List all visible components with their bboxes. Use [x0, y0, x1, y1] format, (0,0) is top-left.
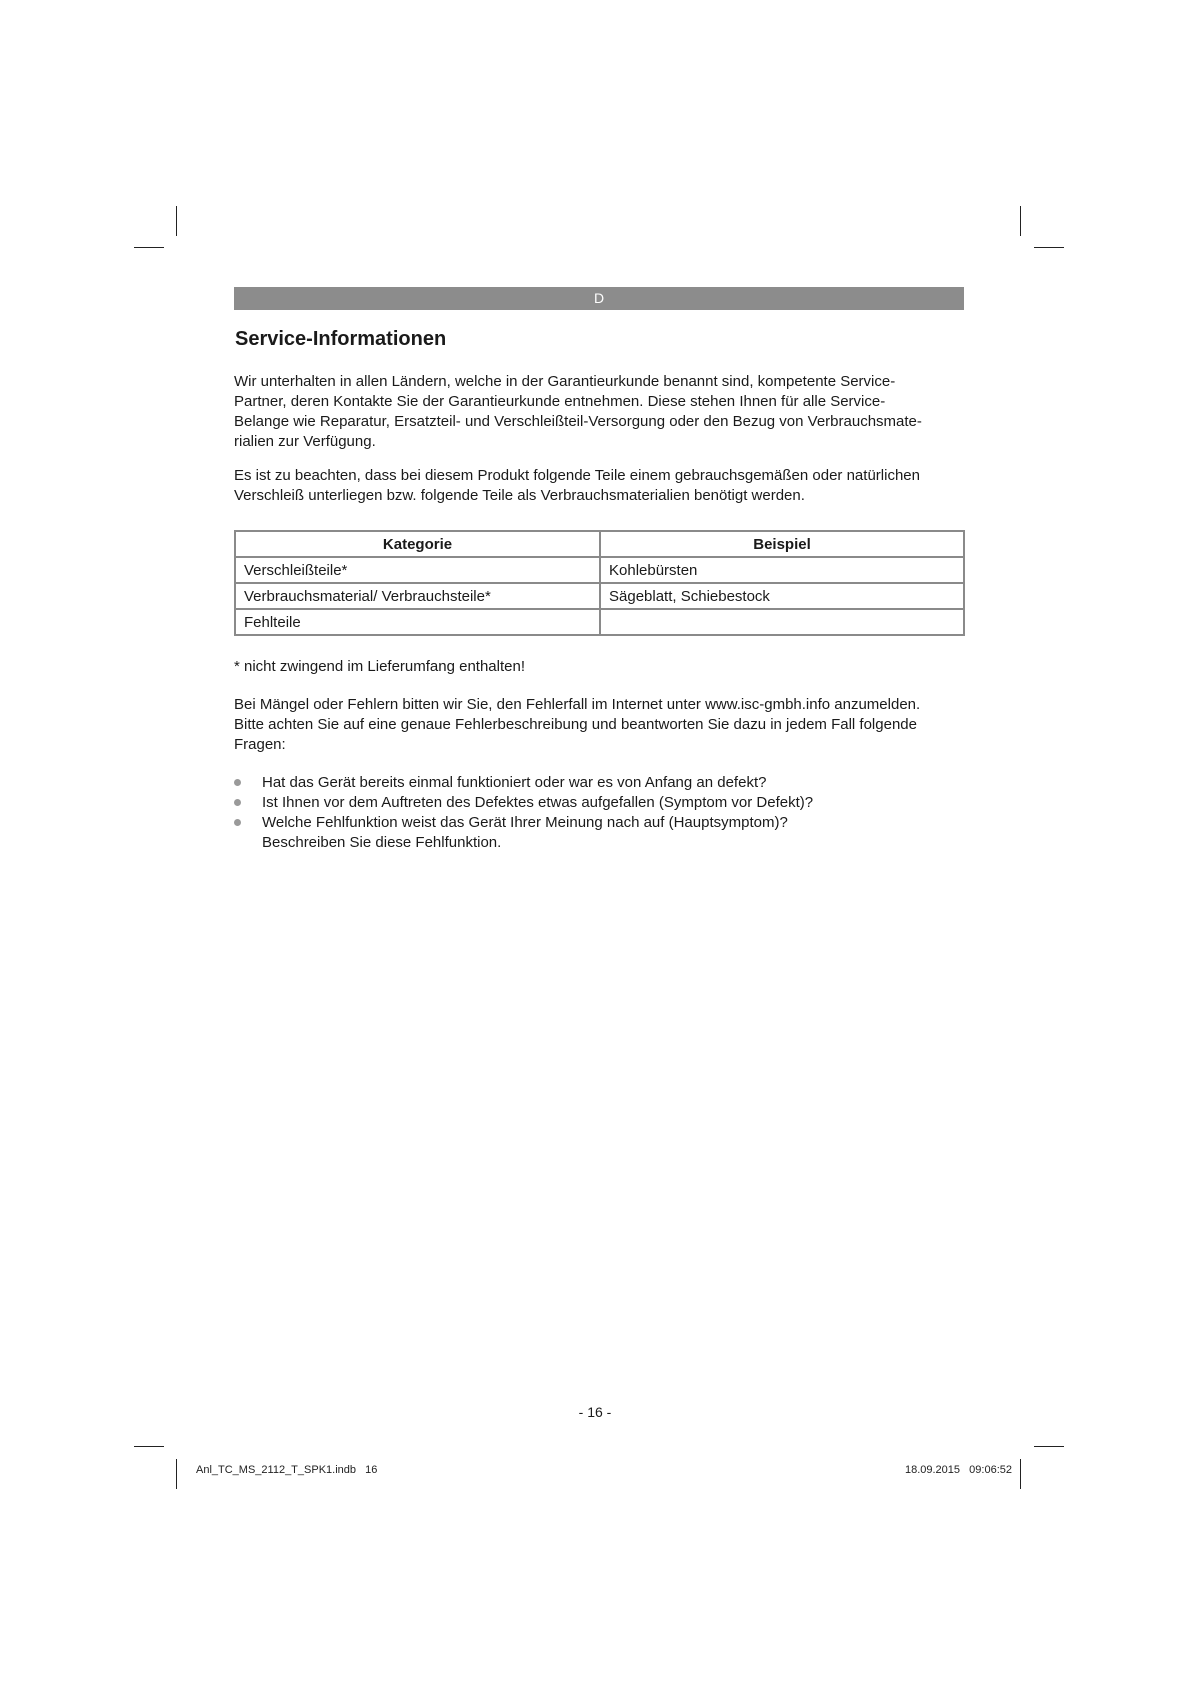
print-timestamp: 18.09.2015 09:06:52 — [904, 1464, 1012, 1476]
language-code: D — [593, 290, 605, 306]
crop-mark-bottom-left-v — [176, 1459, 177, 1489]
crop-mark-bottom-right-v — [1020, 1459, 1021, 1489]
intro-line-4: rialien zur Verfügung. — [234, 433, 376, 450]
intro-line-1: Wir unterhalten in allen Ländern, welche in der Garantieurkunde benannt sind, kompetente Service- — [234, 373, 896, 390]
crop-mark-bottom-right-h — [1034, 1446, 1064, 1447]
file-slug: Anl_TC_MS_2112_T_SPK1.indb 16 — [196, 1464, 378, 1476]
intro-paragraph — [234, 372, 964, 452]
bullet-icon — [234, 779, 241, 786]
table-header-example: Beispiel — [600, 531, 964, 557]
parts-category-table — [234, 530, 965, 636]
table-row — [235, 609, 964, 635]
list-item — [234, 793, 964, 813]
question-text: Welche Fehlfunktion weist das Gerät Ihrer Meinung nach auf (Hauptsymptom)? — [262, 814, 788, 831]
table-cell-example — [600, 609, 964, 635]
table-row — [235, 557, 964, 583]
crop-mark-top-right-h — [1034, 247, 1064, 248]
report-line-2: Bitte achten Sie auf eine genaue Fehlerbeschreibung und beantworten Sie dazu in jedem Fall folgende — [234, 716, 917, 733]
wear-line-1: Es ist zu beachten, dass bei diesem Produkt folgende Teile einem gebrauchsgemäßen oder natürlichen — [234, 467, 920, 484]
intro-line-2: Partner, deren Kontakte Sie der Garantieurkunde entnehmen. Diese stehen Ihnen für alle Service- — [234, 393, 886, 410]
section-title: Service-Informationen — [235, 328, 447, 350]
bullet-icon — [234, 799, 241, 806]
question-text-continued: Beschreiben Sie diese Fehlfunktion. — [262, 834, 502, 851]
question-list — [234, 773, 964, 853]
table-cell-example: Kohlebürsten — [600, 557, 964, 583]
wear-parts-paragraph — [234, 466, 964, 506]
wear-line-2: Verschleiß unterliegen bzw. folgende Teile als Verbrauchsmaterialien benötigt werden. — [234, 487, 805, 504]
table-cell-example: Sägeblatt, Schiebestock — [600, 583, 964, 609]
crop-mark-top-left-h — [134, 247, 164, 248]
report-line-3: Fragen: — [234, 736, 286, 753]
table-row — [235, 583, 964, 609]
table-header-category: Kategorie — [235, 531, 600, 557]
bullet-icon — [234, 819, 241, 826]
table-header-row — [235, 531, 964, 557]
report-line-1: Bei Mängel oder Fehlern bitten wir Sie, den Fehlerfall im Internet unter www.isc-gmbh.info anzumelden. — [234, 696, 921, 713]
footnote: * nicht zwingend im Lieferumfang enthalten! — [234, 658, 526, 675]
table-cell-category: Verschleißteile* — [235, 557, 600, 583]
list-item — [234, 813, 964, 853]
question-text: Hat das Gerät bereits einmal funktioniert oder war es von Anfang an defekt? — [262, 774, 767, 791]
list-item — [234, 773, 964, 793]
question-text: Ist Ihnen vor dem Auftreten des Defektes etwas aufgefallen (Symptom vor Defekt)? — [262, 794, 814, 811]
report-defect-paragraph — [234, 695, 964, 755]
table-cell-category: Fehlteile — [235, 609, 600, 635]
page-number: - 16 - — [578, 1404, 612, 1420]
crop-mark-top-left-v — [176, 206, 177, 236]
language-bar — [234, 287, 964, 310]
crop-mark-bottom-left-h — [134, 1446, 164, 1447]
intro-line-3: Belange wie Reparatur, Ersatzteil- und Verschleißteil-Versorgung oder den Bezug von Verbrauchsmate- — [234, 413, 922, 430]
table-cell-category: Verbrauchsmaterial/ Verbrauchsteile* — [235, 583, 600, 609]
crop-mark-top-right-v — [1020, 206, 1021, 236]
